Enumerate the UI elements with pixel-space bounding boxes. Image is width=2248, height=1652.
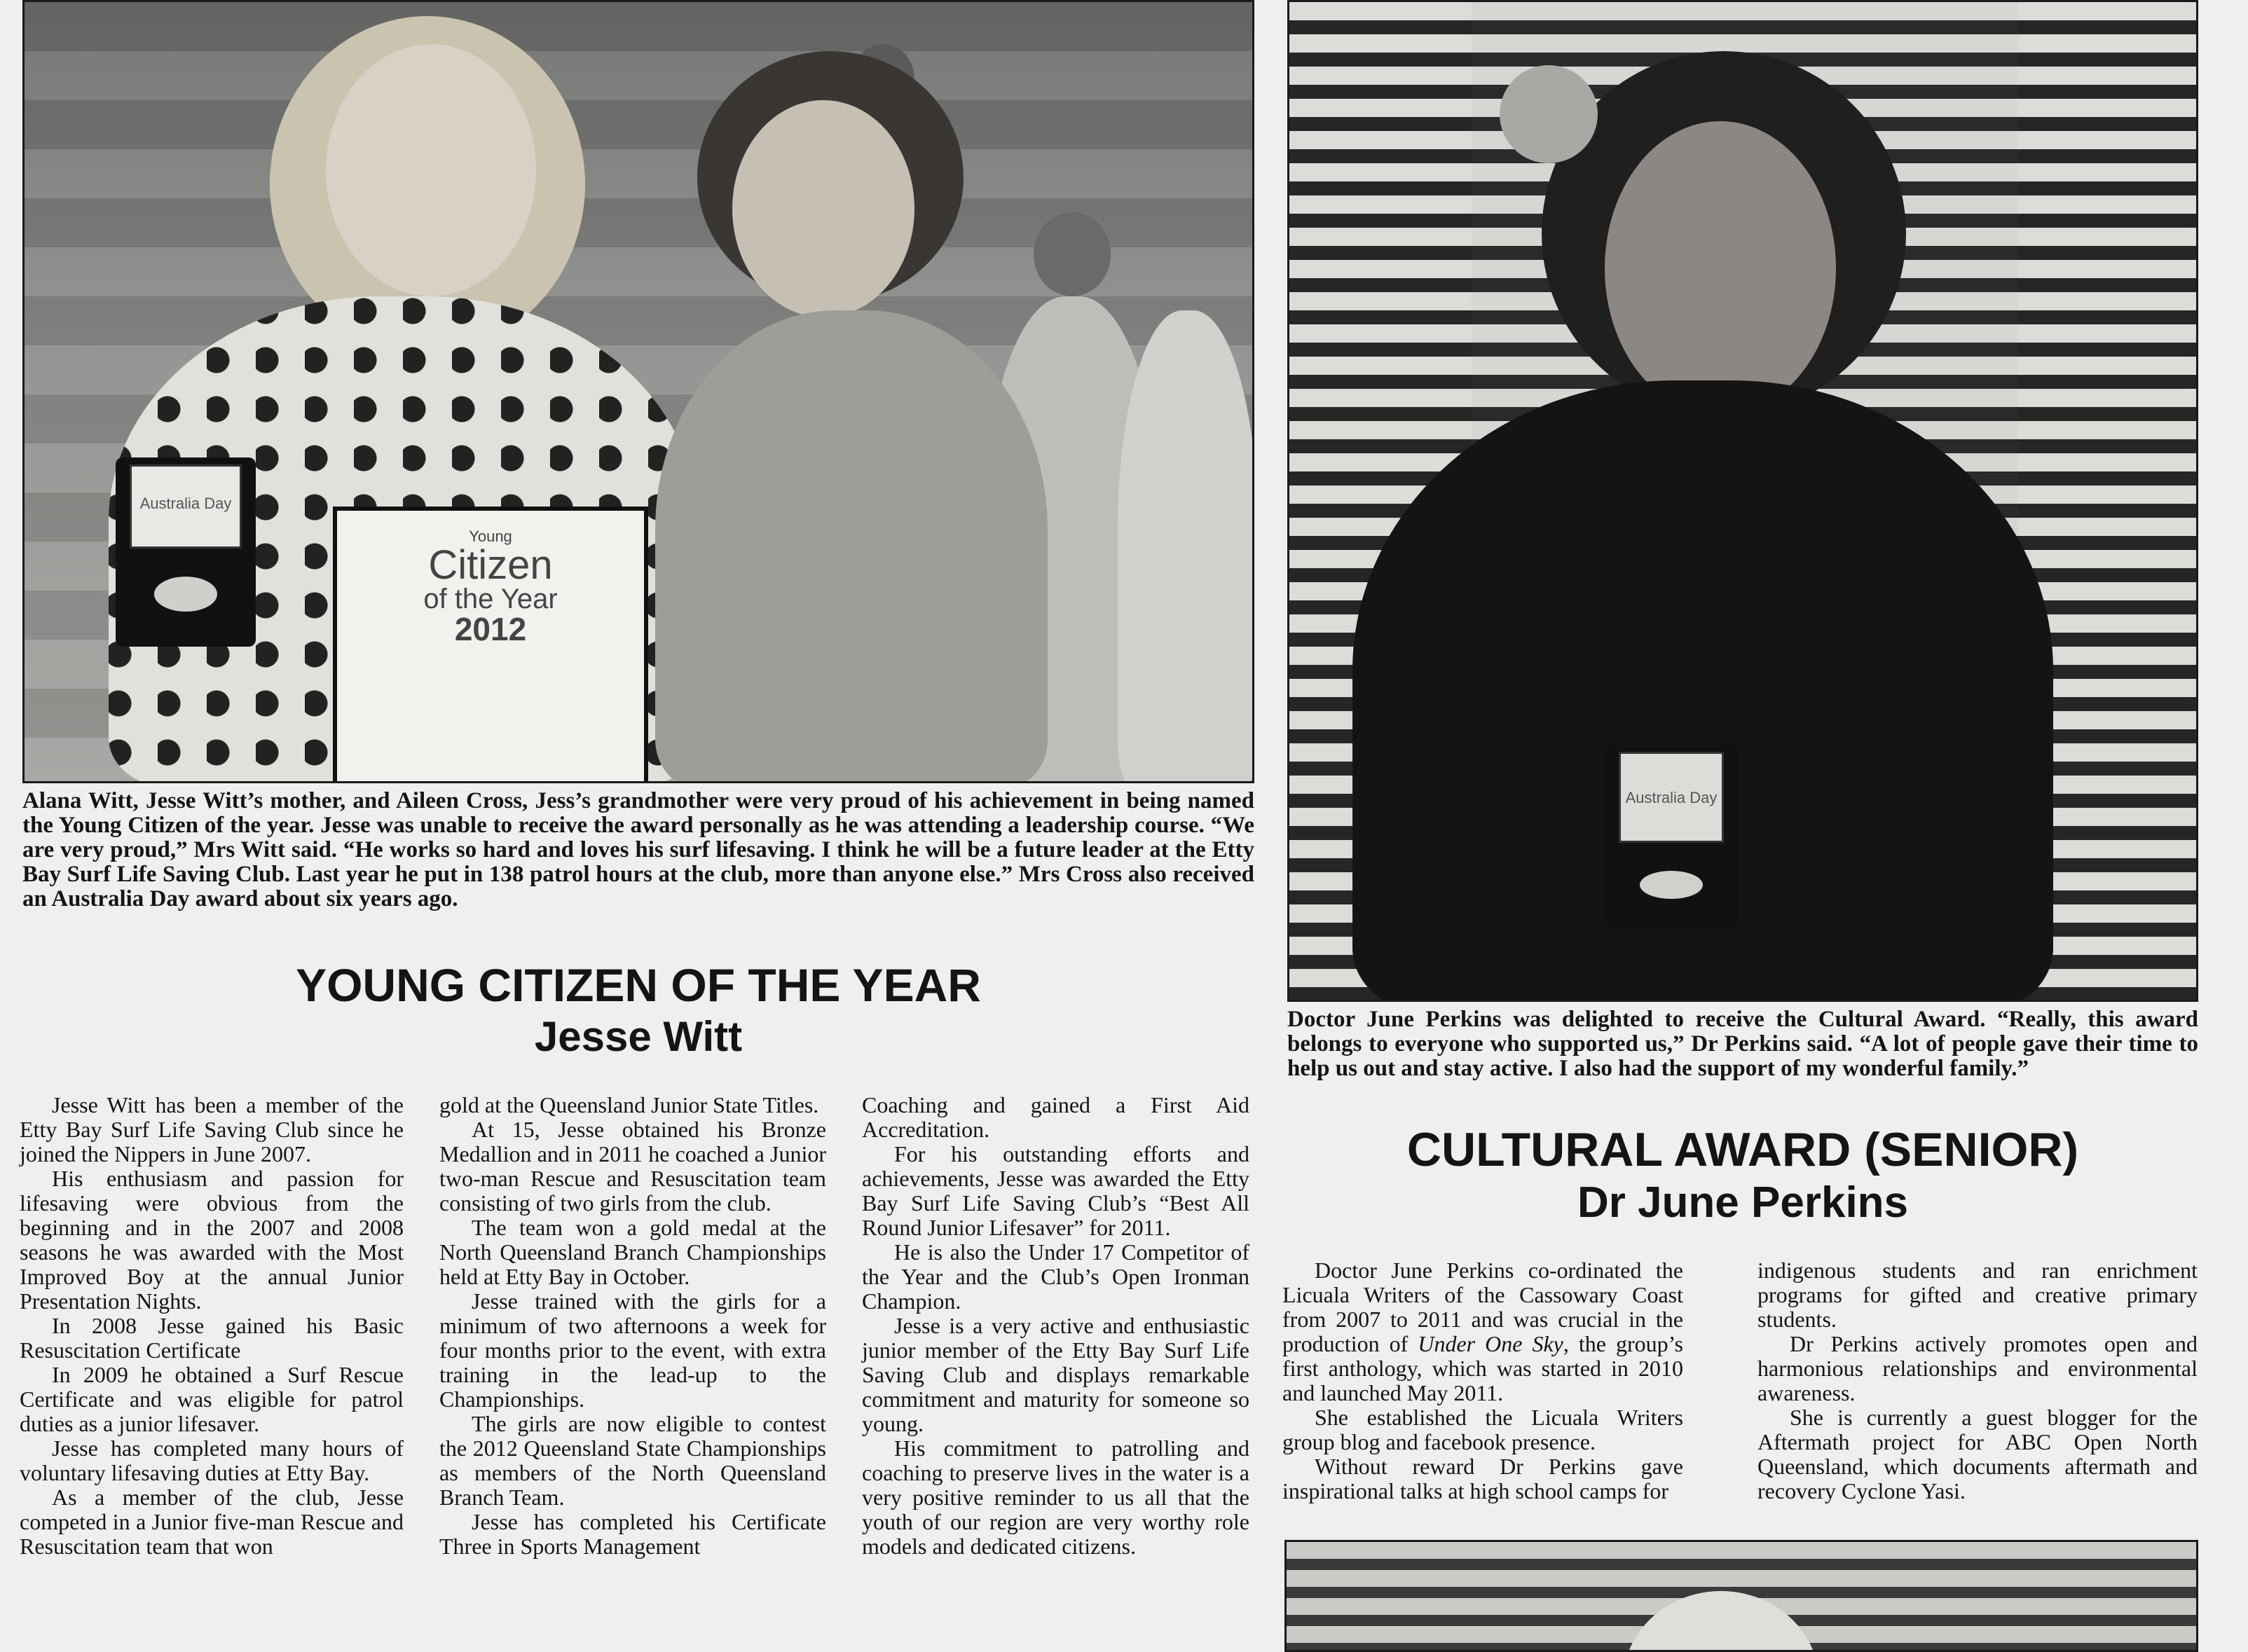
paragraph: Jesse has completed many hours of voluntary lifesaving duties at Etty Bay. [20,1436,404,1485]
paragraph: Dr Perkins actively promotes open and harmonious relationships and environmental awareness. [1757,1331,2198,1405]
hair-flower [1500,65,1598,163]
caption-right: Doctor June Perkins was delighted to receive the Cultural Award. “Really, this award belongs to everyone who supported us,” Dr Perkins said. “A lot of people gave their time to help us out and stay active. I also had the support of my wonderful family.” [1287,1007,2198,1081]
paragraph: His commitment to patrolling and coaching to preserve lives in the water is a very positive reminder to us all that the youth of our region are very worthy role models and dedicated citizens. [862,1436,1249,1559]
certificate-line-young: Young [469,528,512,545]
paragraph: His enthusiasm and passion for lifesaving were obvious from the beginning and in the 2007 and 2008 seasons he was awarded with the Most Improved Boy at the annual Junior Presentation Nights. [20,1166,404,1314]
paragraph: She is currently a guest blogger for the Aftermath project for ABC Open North Queensland, which documents aftermath and recovery Cyclone Yasi. [1757,1405,2198,1503]
paragraph: The team won a gold medal at the North Queensland Branch Championships held at Etty Bay in October. [439,1215,826,1289]
face [326,44,536,296]
face [1605,121,1836,415]
paragraph: He is also the Under 17 Competitor of the Year and the Club’s Open Ironman Champion. [862,1239,1249,1314]
photo-next-article [1284,1540,2198,1652]
crowd-figure [1034,212,1111,296]
certificate-line-citizen: Citizen [428,542,553,588]
photo-june-perkins [1287,0,2198,1002]
crowd-figure [1118,310,1254,783]
article-left-column-1 [20,1093,404,1559]
paragraph [1282,1258,1683,1405]
headline-cultural-award: CULTURAL AWARD (SENIOR) [1406,1123,2079,1176]
certificate-year: 2012 [454,611,527,647]
paragraph: Jesse trained with the girls for a minimum of two afternoons a week for four months prior to the event, with extra training in the lead-up to the Championships. [439,1288,826,1412]
paragraph: In 2008 Jesse gained his Basic Resuscitation Certificate [20,1313,404,1363]
paragraph: Jesse Witt has been a member of the Etty Bay Surf Life Saving Club since he joined the Nippers in June 2007. [20,1092,404,1166]
face [732,100,914,317]
paragraph: Jesse has completed his Certificate Three in Sports Management [439,1509,826,1559]
paragraph: In 2009 he obtained a Surf Rescue Certificate and was eligible for patrol duties as a junior lifesaver. [20,1362,404,1436]
medal-case-lid: Australia Day [130,464,242,549]
article-left-column-2 [439,1093,826,1559]
medal-case-lid: Australia Day [1619,752,1724,843]
photo-witt-and-cross [22,0,1254,783]
headline-young-citizen: YOUNG CITIZEN OF THE YEAR [296,959,981,1011]
paragraph: gold at the Queensland Junior State Titles. [439,1092,819,1117]
medal [1640,871,1703,899]
caption-left: Alana Witt, Jesse Witt’s mother, and Aileen Cross, Jess’s grandmother were very proud of his achievement in being named the Young Citizen of the year. Jesse was unable to receive the award personally as he was attending a leadership course. “We are very proud,” Mrs Witt said. “He works so hard and loves his surf lifesaving. I think he will be a future leader at the Etty Bay Surf Life Saving Club. Last year he put in 138 patrol hours at the club, more than anyone else.” Mrs Cross also received an Australia Day award about six years ago. [22,788,1254,911]
paragraph: As a member of the club, Jesse competed in a Junior five-man Rescue and Resuscitation team that won [20,1485,404,1559]
paragraph: For his outstanding efforts and achievements, Jesse was awarded the Etty Bay Surf Life Saving Club’s “Best All Round Junior Lifesaver” for 2011. [862,1141,1249,1240]
paragraph: Jesse is a very active and enthusiastic junior member of the Etty Bay Surf Life Saving Club and displays remarkable commitment and maturity for someone so young. [862,1313,1249,1436]
subhead-june-perkins: Dr June Perkins [1577,1178,1909,1227]
shirt [655,310,1048,783]
medal [154,577,217,612]
text-run: Doctor June Perkins co-ordinated the Licuala Writers of the Cassowary Coast from 2007 to 2011 and was crucial in the production of [1282,1258,1683,1356]
anthology-title: Under One Sky [1418,1331,1563,1356]
article-left-column-3 [862,1093,1249,1559]
article-right-column-2 [1757,1258,2198,1503]
article-right-column-1 [1282,1258,1683,1503]
paragraph: She established the Licuala Writers group blog and facebook presence. [1282,1405,1683,1454]
paragraph: At 15, Jesse obtained his Bronze Medallion and in 2011 he coached a Junior two-man Rescue and Resuscitation team consisting of two girls from the club. [439,1117,826,1216]
certificate-frame [333,507,648,783]
subhead-jesse-witt: Jesse Witt [534,1013,743,1060]
certificate-line-of-the-year: of the Year [423,584,558,614]
paragraph: Without reward Dr Perkins gave inspirational talks at high school camps for [1282,1454,1683,1503]
paragraph: indigenous students and ran enrichment programs for gifted and creative primary students. [1757,1258,2198,1332]
paragraph: The girls are now eligible to contest the 2012 Queensland State Championships as members of the North Queensland Branch Team. [439,1411,826,1510]
paragraph: Coaching and gained a First Aid Accreditation. [862,1092,1249,1142]
text-run: , the group’s first anthology, which was started in 2010 and launched May 2011. [1282,1331,1684,1405]
